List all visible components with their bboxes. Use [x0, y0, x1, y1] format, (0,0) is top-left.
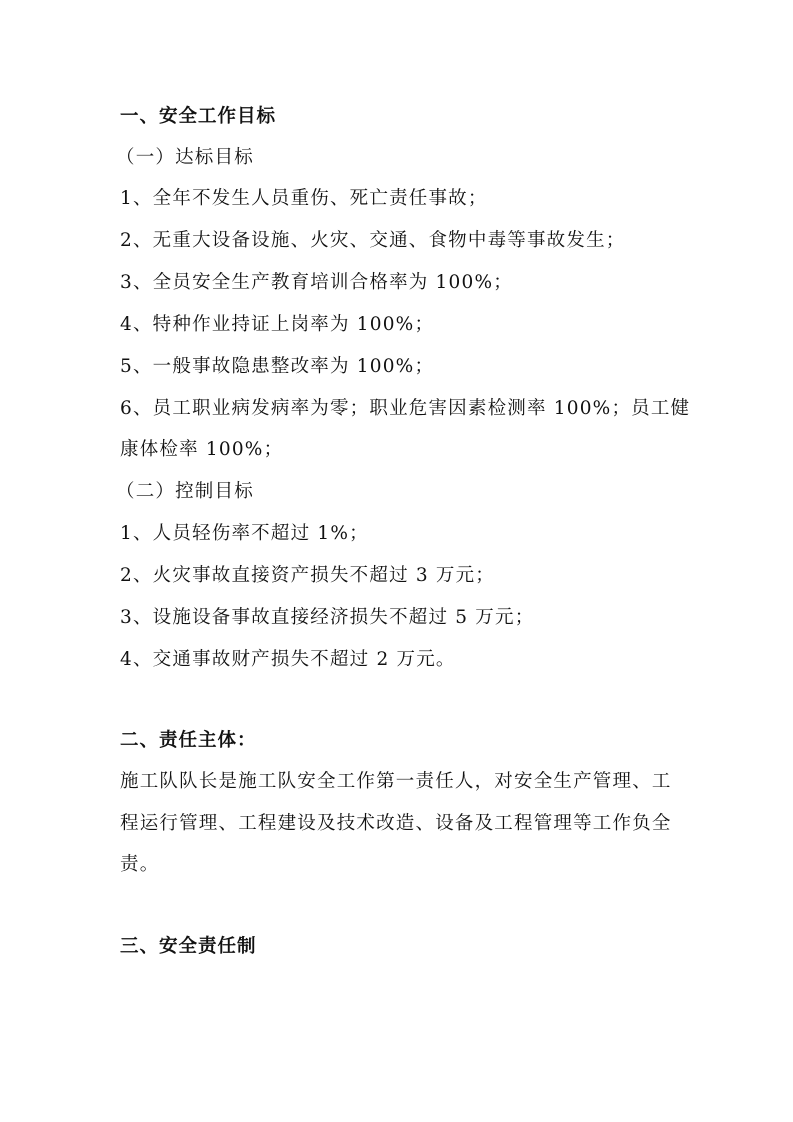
paragraph-line: 施工队队长是施工队安全工作第一责任人，对安全生产管理、工 — [120, 771, 672, 792]
list-item: 1、人员轻伤率不超过 1%； — [120, 523, 369, 544]
section-heading: 三、安全责任制 — [120, 936, 257, 957]
paragraph-line: 程运行管理、工程建设及技术改造、设备及工程管理等工作负全 — [120, 813, 672, 834]
list-item: 3、全员安全生产教育培训合格率为 100%； — [120, 272, 513, 293]
subsection-title: （二）控制目标 — [116, 481, 254, 502]
paragraph-line: 责。 — [120, 854, 160, 875]
list-item: 4、交通事故财产损失不超过 2 万元。 — [120, 649, 456, 670]
list-item: 1、全年不发生人员重伤、死亡责任事故； — [120, 188, 488, 209]
section-heading: 一、安全工作目标 — [120, 106, 277, 127]
list-item: 2、火灾事故直接资产损失不超过 3 万元； — [120, 565, 496, 586]
list-item-continuation: 康体检率 100%； — [120, 439, 284, 460]
list-item: 6、员工职业病发病率为零；职业危害因素检测率 100%；员工健 — [120, 398, 691, 419]
list-item: 2、无重大设备设施、火灾、交通、食物中毒等事故发生； — [120, 230, 626, 251]
list-item: 5、一般事故隐患整改率为 100%； — [120, 356, 435, 377]
subsection-title: （一）达标目标 — [116, 147, 254, 168]
list-item: 3、设施设备事故直接经济损失不超过 5 万元； — [120, 607, 535, 628]
list-item: 4、特种作业持证上岗率为 100%； — [120, 314, 435, 335]
section-heading: 二、责任主体： — [120, 730, 257, 751]
